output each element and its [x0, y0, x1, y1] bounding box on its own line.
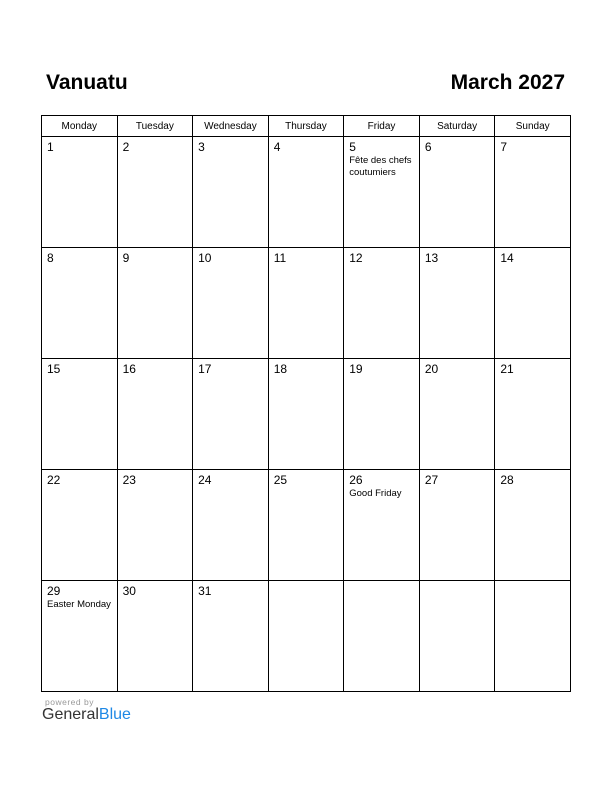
calendar-grid — [41, 115, 571, 692]
day-cell — [268, 137, 344, 248]
day-cell — [344, 137, 420, 248]
day-number: 23 — [122, 473, 136, 487]
footer-branding — [42, 697, 131, 724]
day-number: 4 — [273, 140, 281, 154]
day-cell — [42, 470, 118, 581]
weekday-friday: Friday — [344, 116, 420, 137]
day-number: 28 — [500, 473, 514, 487]
day-cell — [419, 470, 495, 581]
day-number: 12 — [349, 251, 363, 265]
day-cell — [344, 248, 420, 359]
day-number: 11 — [273, 251, 287, 265]
day-cell — [419, 137, 495, 248]
day-cell — [42, 581, 118, 692]
day-cell — [193, 248, 269, 359]
day-cell — [344, 581, 420, 692]
day-cell — [42, 359, 118, 470]
day-number: 18 — [273, 362, 288, 376]
week-row — [42, 248, 571, 359]
day-number: 25 — [273, 473, 288, 487]
day-cell — [495, 137, 571, 248]
day-number: 20 — [424, 362, 439, 376]
powered-by-text: powered by — [45, 697, 94, 707]
weekday-header-row — [42, 116, 571, 137]
day-cell — [117, 581, 193, 692]
holiday-label: Easter Monday — [47, 599, 111, 610]
day-number: 22 — [47, 473, 61, 487]
weekday-thursday: Thursday — [268, 116, 344, 137]
day-number: 6 — [424, 140, 432, 154]
day-cell — [344, 470, 420, 581]
week-row — [42, 137, 571, 248]
day-number: 7 — [500, 140, 508, 154]
day-cell — [419, 581, 495, 692]
day-cell — [193, 359, 269, 470]
day-cell — [495, 248, 571, 359]
day-cell — [495, 359, 571, 470]
day-cell — [193, 137, 269, 248]
holiday-label: Good Friday — [349, 488, 402, 499]
day-number: 30 — [122, 584, 136, 598]
day-number: 16 — [122, 362, 136, 376]
weekday-wednesday: Wednesday — [193, 116, 269, 137]
day-number: 9 — [122, 251, 130, 265]
day-number: 13 — [424, 251, 439, 265]
day-number: 14 — [500, 251, 514, 265]
day-number: 17 — [198, 362, 212, 376]
day-cell — [268, 581, 344, 692]
day-cell — [419, 248, 495, 359]
day-number: 8 — [47, 251, 54, 265]
holiday-label: Fête des chefs coutumiers — [349, 155, 412, 178]
brand-general: General — [42, 706, 99, 723]
day-number: 21 — [500, 362, 514, 376]
day-cell — [117, 137, 193, 248]
day-number: 27 — [424, 473, 439, 487]
day-number: 2 — [122, 140, 130, 154]
day-cell — [268, 470, 344, 581]
day-number: 19 — [349, 362, 363, 376]
day-number: 1 — [47, 140, 54, 154]
day-number: 29 — [47, 584, 61, 598]
day-number: 3 — [198, 140, 205, 154]
week-row — [42, 359, 571, 470]
day-cell — [193, 470, 269, 581]
weekday-tuesday: Tuesday — [117, 116, 193, 137]
day-cell — [419, 359, 495, 470]
day-number: 10 — [198, 251, 212, 265]
weekday-monday: Monday — [42, 116, 118, 137]
day-cell — [117, 359, 193, 470]
day-cell — [42, 248, 118, 359]
week-row — [42, 581, 571, 692]
brand-logo — [42, 706, 131, 724]
day-number: 5 — [349, 140, 356, 154]
day-cell — [268, 359, 344, 470]
weekday-saturday: Saturday — [419, 116, 495, 137]
week-row — [42, 470, 571, 581]
month-title: March 2027 — [450, 71, 565, 94]
day-cell — [193, 581, 269, 692]
day-number: 24 — [198, 473, 212, 487]
brand-blue: Blue — [98, 706, 131, 723]
day-number: 26 — [349, 473, 363, 487]
day-cell — [268, 248, 344, 359]
weekday-sunday: Sunday — [495, 116, 571, 137]
country-title: Vanuatu — [46, 71, 128, 94]
day-cell — [495, 581, 571, 692]
day-number: 15 — [47, 362, 61, 376]
day-cell — [117, 248, 193, 359]
day-cell — [344, 359, 420, 470]
day-cell — [42, 137, 118, 248]
day-number: 31 — [198, 584, 212, 598]
day-cell — [117, 470, 193, 581]
day-cell — [495, 470, 571, 581]
